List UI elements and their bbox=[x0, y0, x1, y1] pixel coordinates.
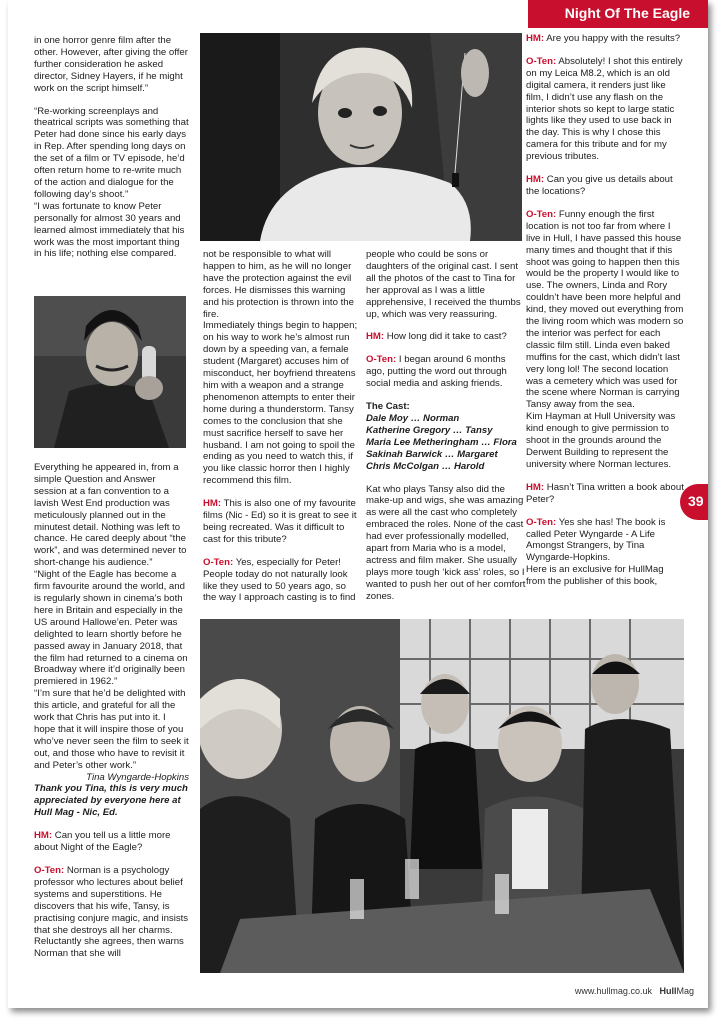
question bbox=[34, 830, 189, 854]
column-1-top bbox=[34, 35, 189, 260]
answer bbox=[366, 354, 526, 390]
footer-url: www.hullmag.co.uk bbox=[574, 986, 652, 996]
answer bbox=[526, 56, 684, 163]
column-3 bbox=[366, 249, 526, 603]
paragraph: in one horror genre film after the other. However, after giving the offer further consideration he asked director, Sidney Hayers, if he might work on the script himself.” bbox=[34, 35, 188, 94]
answer-label: O-Ten: bbox=[526, 55, 557, 67]
footer-brand-bold: Hull bbox=[659, 986, 677, 996]
footer-brand: Mag bbox=[676, 986, 694, 996]
question-label: HM: bbox=[203, 498, 222, 510]
answer-label: O-Ten: bbox=[526, 516, 557, 528]
answer bbox=[526, 517, 684, 565]
paragraph: people who could be sons or daughters of the original cast. I sent all the photos of the cast to Tina for her approval as I was a little apprehensive, I received the thumbs up, which was very reassuring. bbox=[366, 249, 521, 320]
question-text: Are you happy with the results? bbox=[546, 33, 681, 44]
footer bbox=[575, 986, 694, 996]
question-text: This is also one of my favourite films (Nic - Ed) so it is great to see it being recreated. Was it difficult to cast for this tribute? bbox=[203, 498, 357, 545]
question-label: HM: bbox=[526, 174, 545, 186]
paragraph: “Night of the Eagle has become a firm favourite around the world, and is regularly shown in cinema’s both here in Britain and especially in the US around Hallowe’en. Peter was delighted to learn shortly before he passed away in January 2018, that the film had returned to a cinema on Broadway where it’d originally been premiered in 1962.” bbox=[34, 569, 188, 688]
question-label: HM: bbox=[366, 331, 385, 343]
photo-woman-with-pendant bbox=[200, 33, 522, 241]
cast-list-item: Sakinah Barwick … Margaret bbox=[366, 448, 498, 460]
page-number: 39 bbox=[688, 493, 704, 509]
question-text: Can you tell us a little more about Night of the Eagle? bbox=[34, 830, 171, 854]
question-label: HM: bbox=[526, 33, 545, 44]
question-text: How long did it take to cast? bbox=[386, 331, 507, 343]
answer bbox=[203, 557, 358, 605]
paragraph: “I was fortunate to know Peter personally for almost 30 years and learned almost immediately that his work was the most important thing in his life; nothing else compared. bbox=[34, 200, 185, 260]
paragraph: Here is an exclusive for HullMag from the publisher of this book, bbox=[526, 564, 664, 588]
paragraph: not be responsible to what will happen to him, as he will no longer have the protection against the evil forces. He dismisses this warning and his protection is thrown into the fire. bbox=[203, 249, 354, 320]
question-text: Can you give us details about the locations? bbox=[526, 174, 673, 197]
column-1-bottom bbox=[34, 462, 189, 960]
answer-text: Yes she has! The book is called Peter Wyngarde - A Life Amongst Strangers, by Tina Wyngarde-Hopkins. bbox=[526, 516, 666, 564]
photo-card-game-scene bbox=[200, 619, 684, 973]
question bbox=[526, 174, 684, 198]
question-label: HM: bbox=[526, 481, 545, 493]
page-title: Night Of The Eagle bbox=[564, 5, 690, 21]
magazine-page bbox=[8, 0, 708, 1008]
paragraph: “I’m sure that he’d be delighted with this article, and grateful for all the work that Chris has put into it. I hope that it will inspire those of you who’ve never seen the film to seek it out, and those who have to revisit it and Peter’s other work.” bbox=[34, 688, 189, 771]
question bbox=[366, 331, 526, 343]
column-4 bbox=[526, 33, 684, 588]
answer-text: Yes, especially for Peter! People today do not naturally look like they used to 50 years ago, so the way I approach casting is to find bbox=[203, 556, 356, 604]
answer-text: Funny enough the first location is not too far from where I live in Hull, I have passed this house many times and thought that if this shoot was going to happen then this would be the property I would like to use. The owners, Linda and Rory couldn’t have been more helpful and kind, they moved out everything from the living room which was modern so the interior was perfect for each classic film still. Linda even baked muffins for the cast, which didn’t last very long lol! The second location was a cemetery which was used for the scene where Norman is carrying Tansy away from the sea. bbox=[526, 208, 684, 411]
header-banner bbox=[528, 0, 708, 28]
question bbox=[526, 482, 684, 506]
signature: Tina Wyngarde-Hopkins bbox=[86, 771, 189, 783]
cast-list-item: Maria Lee Metheringham … Flora bbox=[366, 436, 517, 448]
column-2 bbox=[203, 249, 358, 604]
answer-label: O-Ten: bbox=[366, 354, 397, 366]
answer-label: O-Ten: bbox=[203, 556, 234, 568]
cast-heading: The Cast: bbox=[366, 401, 410, 413]
cast-list-item: Dale Moy … Norman bbox=[366, 412, 460, 424]
answer-text: I began around 6 months ago, putting the word out through social media and asking friends. bbox=[366, 354, 507, 390]
paragraph: Kim Hayman at Hull University was kind enough to give permission to shoot in the grounds around the Derwent Building to represent the university where Norman lectures. bbox=[526, 411, 676, 470]
cast-list-item: Chris McColgan … Harold bbox=[366, 460, 485, 472]
paragraph: Kat who plays Tansy also did the make-up and wigs, she was amazing as were all the cast who completely embraced the roles. None of the cast had ever professionally modelled, apart from Maria who is a model, actress and film maker. She usually plays more tough ‘kick ass’ roles, so I wanted to push her out of her comfort zones. bbox=[366, 483, 526, 602]
photo-man-on-phone bbox=[34, 296, 186, 448]
answer-text: Absolutely! I shot this entirely on my Leica M8.2, which is an old digital camera, it renders just like film, I didn’t use any flash on the interior shots so kept to large static lights like they used to use back in the day. This is why I chose this camera for this tribute and for my previous tributes. bbox=[526, 55, 683, 163]
answer bbox=[34, 865, 189, 960]
paragraph: Immediately things begin to happen; on his way to work he’s almost run down by a speeding van, a female student (Margaret) accuses him of misconduct, her boyfriend threatens him with a weapon and a strange phenomenon attempts to enter their home during a thunderstorm. Tansy comes to the conclusion that she must sacrifice herself to save her husband. I am not going to spoil the ending as you need to watch this, if you like classic horror then I highly recommend this film. bbox=[203, 320, 358, 487]
question bbox=[526, 33, 684, 45]
cast-list-item: Katherine Gregory … Tansy bbox=[366, 424, 493, 436]
paragraph: “Re-working screenplays and theatrical scripts was something that Peter had done since his early days in Rep. After spending long days on the set of a film or TV episode, he’d often return home to re-write much of the action and dialogue for the following day’s shoot.” bbox=[34, 105, 189, 200]
question-text: Hasn’t Tina written a book about Peter? bbox=[526, 481, 684, 505]
answer-label: O-Ten: bbox=[34, 865, 65, 876]
answer-text: Norman is a psychology professor who lectures about belief systems and superstitions. He discovers that his wife, Tansy, is practising conjure magic, and insists that she destroys all her charms. Reluctantly she agrees, then warns Norman that she will bbox=[34, 865, 189, 960]
question bbox=[203, 498, 358, 546]
page-number-tab bbox=[680, 484, 708, 520]
answer-label: O-Ten: bbox=[526, 208, 557, 220]
answer bbox=[526, 209, 684, 411]
question-label: HM: bbox=[34, 830, 53, 842]
paragraph: Everything he appeared in, from a simple Question and Answer session at a fan convention to a lavish West End production was meticulously planned out in the minutest detail. Nothing was left to chance. He cared deeply about “the work”, and was determined never to short-change his audience.” bbox=[34, 462, 187, 569]
editor-thanks: Thank you Tina, this is very much appreciated by everyone here at Hull Mag - Nic, Ed. bbox=[34, 783, 188, 819]
